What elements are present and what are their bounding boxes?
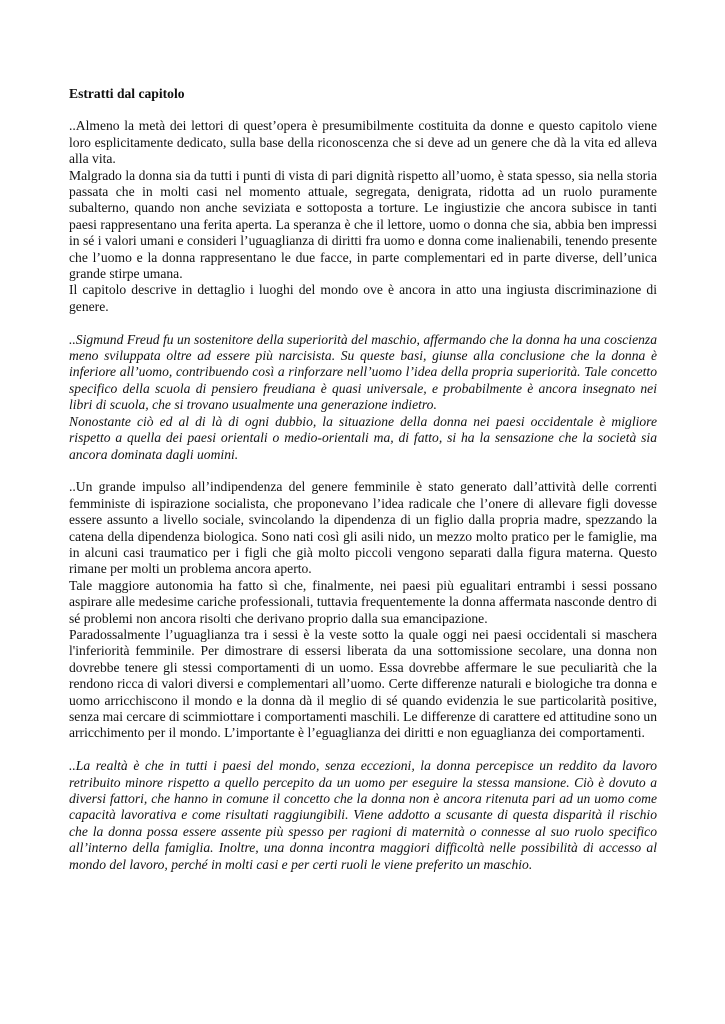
document-page [69, 86, 657, 889]
excerpt-freud [69, 332, 657, 463]
paragraph: ..Sigmund Freud fu un sostenitore della superiorità del maschio, affermando che la donna ha una coscienza meno sviluppata oltre ad essere più narcisista. Su queste basi, giunse alla conclusione che la donna è inferiore all’uomo, contribuendo così a rinforzare nell’uomo l’idea della propria superiorità. Tale concetto specifico della scuola di pensiero freudiana è quasi universale, e probabilmente è ancora insegnato nei libri di scuola, che si trovano usualmente una generazione indietro. [69, 331, 657, 413]
paragraph: Nonostante ciò ed al di là di ogni dubbio, la situazione della donna nei paesi occidentale è migliore rispetto a quella dei paesi orientali o medio-orientali ma, di fatto, si ha la sensazione che la società sia ancora dominata dagli uomini. [69, 413, 657, 462]
excerpt-intro [69, 118, 657, 315]
paragraph: Il capitolo descrive in dettaglio i luoghi del mondo ove è ancora in atto una ingiusta discriminazione di genere. [69, 282, 657, 314]
excerpt-income [69, 758, 657, 873]
paragraph: ..La realtà è che in tutti i paesi del mondo, senza eccezioni, la donna percepisce un reddito da lavoro retribuito minore rispetto a quello percepito da un uomo per eseguire la stessa mansione. Ciò è dovuto a diversi fattori, che hanno in comune il concetto che la donna non è ancora ritenuta pari ad un uomo come capacità lavorativa e come risultati raggiungibili. Viene addotto a scusante di questa disparità il rischio che la donna possa essere assente più spesso per ragioni di maternità o connesse al suo ruolo specifico all’interno della famiglia. Inoltre, una donna incontra maggiori difficoltà nelle possibilità di accesso al mondo del lavoro, perché in molti casi e per certi ruoli le viene preferito un maschio. [69, 758, 657, 872]
paragraph: ..Almeno la metà dei lettori di quest’opera è presumibilmente costituita da donne e questo capitolo viene loro esplicitamente dedicato, sulla base della riconoscenza che si deve ad un genere che dà la vita ed alleva alla vita. [69, 118, 657, 167]
paragraph: Tale maggiore autonomia ha fatto sì che, finalmente, nei paesi più egualitari entrambi i sessi possano aspirare alle medesime cariche professionali, tuttavia frequentemente la donna affermata nasconde dentro di sé problemi non ancora risolti che derivano proprio dalla sua emancipazione. [69, 577, 657, 626]
paragraph: Paradossalmente l’uguaglianza tra i sessi è la veste sotto la quale oggi nei paesi occidentali si maschera l'inferiorità femminile. Per dimostrare di essersi liberata da una sottomissione secolare, una donna non dovrebbe tenere gli stessi comportamenti di un uomo. Essa dovrebbe affermare le sue peculiarità che la rendono ricca di valori diversi e complementari all’uomo. Certe differenze naturali e biologiche tra donna e uomo arricchiscono il mondo e la donna dà il meglio di sé quando evidenzia le sue particolarità positive, senza mai cercare di scimmiottare i comportamenti maschili. Le differenze di carattere ed attitudine sono un arricchimento per il mondo. L’importante è l’eguaglianza dei diritti e non eguaglianza dei comportamenti. [69, 626, 657, 741]
section-title: Estratti dal capitolo [69, 86, 185, 101]
excerpt-independence [69, 479, 657, 742]
paragraph: Malgrado la donna sia da tutti i punti di vista di pari dignità rispetto all’uomo, è stata spesso, sia nella storia passata che in molti casi nel momento attuale, segregata, denigrata, ridotta ad un ruolo puramente subalterno, quando non anche seviziata e sottoposta a torture. Le ingiustizie che ancora subisce in tanti paesi rappresentano una ferita aperta. La speranza è che il lettore, uomo o donna che sia, abbia ben impressi in sé i valori umani e consideri l’uguaglianza di diritti fra uomo e donna come inalienabili, tenendo presente che l’uomo e la donna rappresentano le due facce, in parte complementari ed in parte diverse, dell’unica grande stirpe umana. [69, 167, 657, 282]
paragraph: ..Un grande impulso all’indipendenza del genere femminile è stato generato dall’attività delle correnti femministe di ispirazione socialista, che proponevano l’idea radicale che l’onere di allevare figli dovesse essere assunto a livello sociale, svincolando la dipendenza di un figlio dalla propria madre, spezzando la catena della dipendenza biologica. Sono nati così gli asili nido, un mezzo molto pratico per le famiglie, ma in alcuni casi traumatico per i figli che già molto piccoli vengono separati dalla figura materna. Questo rimane per molti un problema ancora aperto. [69, 479, 657, 577]
